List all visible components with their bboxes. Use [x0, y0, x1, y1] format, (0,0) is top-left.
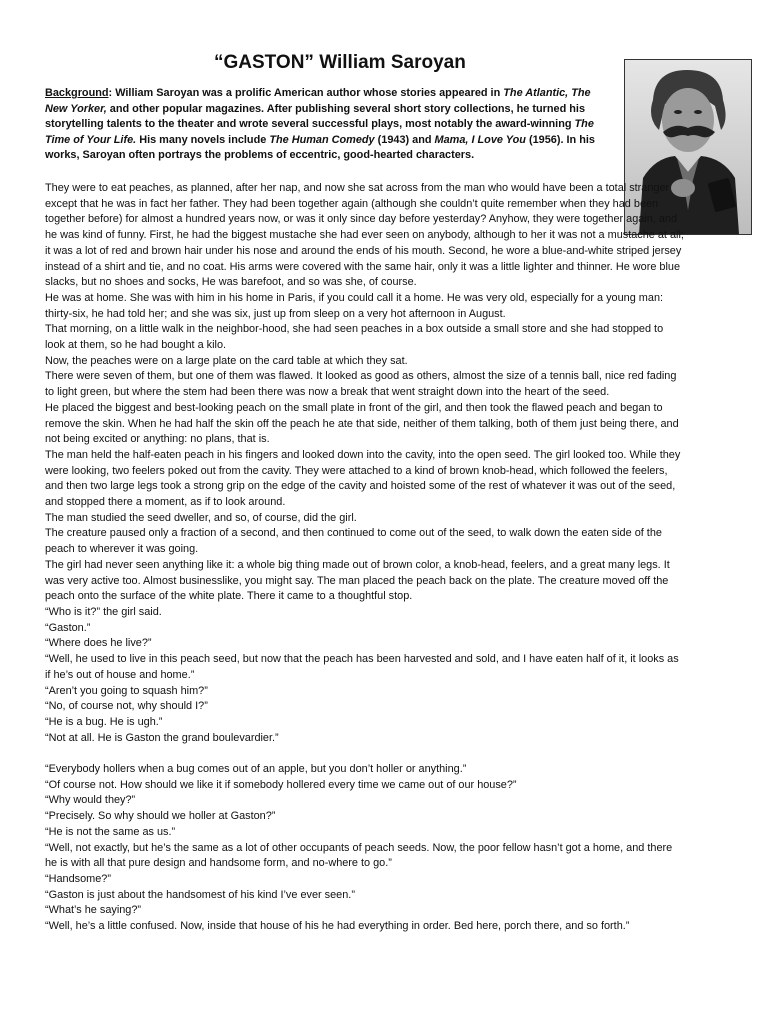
- background-label: Background: [45, 87, 109, 99]
- story-paragraph: That morning, on a little walk in the neighbor-hood, she had seen peaches in a box outside a small store and she had stopped to look at them, so he had bought a kilo.: [45, 323, 664, 352]
- story-paragraph: “Everybody hollers when a bug comes out of an apple, but you don’t holler or anything.”: [45, 763, 467, 775]
- work-title: The Atlantic, The New Yorker,: [45, 87, 591, 115]
- story-paragraph: “Why would they?”: [45, 794, 136, 807]
- background-colon: :: [108, 87, 113, 99]
- story-paragraph: The man studied the seed dweller, and so, of course, did the girl.: [45, 511, 357, 524]
- background-segment: (1956). In his works, Saroyan often portrays the problems of eccentric, good-hearted characters.: [45, 133, 595, 162]
- story-paragraph: “Not at all. He is Gaston the grand boulevardier.”: [45, 731, 279, 744]
- story-paragraph: “Precisely. So why should we holler at Gaston?”: [45, 810, 276, 823]
- story-paragraph: The man held the half-eaten peach in his fingers and looked down into the cavity, into the open seed. The girl looked too. While they were looking, two feelers poked out from the cavity. They were attached to a kind of brown knob-head, which followed the feelers, and then two large legs took a strong grip on the edge of the cavity and hoisted some of the rest of whatever it was out of the seed, and stopped there a moment, as if to look around.: [45, 448, 681, 509]
- story-paragraph: There were seven of them, but one of them was flawed. It looked as good as others, almost the size of a tennis ball, nice red fading to light green, but where the stem had been there was now a break that went straight down into the heart of the seed.: [45, 370, 677, 399]
- story-text: [45, 181, 685, 935]
- story-paragraph: “Well, he’s a little confused. Now, inside that house of his he had everything in order. Bed here, porch there, and so forth.”: [45, 920, 630, 933]
- background-segment: His many novels include: [136, 133, 270, 146]
- story-paragraph: “Who is it?” the girl said.: [45, 605, 162, 618]
- story-paragraph: They were to eat peaches, as planned, after her nap, and now she sat across from the man who would have been a total stranger except that he was in fact her father. They had been together again (although she couldn’t quite remember when they had been together before) for almost a hundred years now, or was it only since day before yesterday? Anyhow, they were together again, and he was kind of funny. First, he had the biggest mustache she had ever seen on anybody, although to her it was not a mustache at all; it was a lot of red and brown hair under his nose and around the ends of his mouth. Second, he wore a blue-and-white striped jersey instead of a shirt and tie, and no coat. His arms were covered with the same hair, only it was a little lighter and thinner. He wore blue slacks, but no shoes and socks, He was barefoot, and so was she, of course.: [45, 182, 684, 289]
- work-title: The Time of Your Life.: [45, 118, 594, 146]
- story-part-1: [45, 181, 685, 746]
- story-paragraph: He placed the biggest and best-looking peach on the small plate in front of the girl, and then took the flawed peach and began to remove the skin. When he had half the skin off the peach he ate that side, neither of them talking, both of them just being there, and not being excited or anything: no plans, that is.: [45, 401, 679, 446]
- story-paragraph: “Well, he used to live in this peach seed, but now that the peach has been harvested and sold, and I have eaten half of it, it looks as if he’s out of house and home.”: [45, 653, 679, 681]
- story-part-2: [45, 762, 685, 935]
- story-paragraph: “Well, not exactly, but he’s the same as a lot of other occupants of peach seeds. Now, the poor fellow hasn’t got a home, and there he is with all that pure design and handsome form, and no-where to go.”: [45, 841, 673, 870]
- story-paragraph: “No, of course not, why should I?”: [45, 700, 208, 713]
- story-paragraph: Now, the peaches were on a large plate on the card table at which they sat.: [45, 354, 408, 367]
- story-paragraph: “Aren’t you going to squash him?”: [45, 684, 208, 697]
- work-title: Mama, I Love You: [434, 133, 526, 146]
- story-paragraph: “Gaston.”: [45, 621, 91, 634]
- story-paragraph: The creature paused only a fraction of a second, and then continued to come out of the seed, to walk down the eaten side of the peach to wherever it was going.: [45, 527, 662, 556]
- work-title: The Human Comedy: [269, 133, 375, 146]
- section-gap: [45, 746, 685, 762]
- story-paragraph: “Handsome?”: [45, 872, 111, 885]
- story-paragraph: “Gaston is just about the handsomest of his kind I’ve ever seen.”: [45, 888, 355, 901]
- story-paragraph: He was at home. She was with him in his home in Paris, if you could call it a home. He was very old, especially for a young man: thirty-six, he had told her; and she was six, just up from sleep on a very hot afternoon in August.: [45, 291, 664, 320]
- background-text: [45, 87, 595, 161]
- story-paragraph: “He is not the same as us.”: [45, 825, 176, 838]
- story-paragraph: The girl had never seen anything like it: a whole big thing made out of brown color, a knob-head, feelers, and a great many legs. It was very active too. Almost businesslike, you might say. The man placed the peach back on the plate. The creature moved off the peach onto the surface of the white plate. There it came to a thoughtful stop.: [45, 558, 670, 603]
- background-paragraph: [45, 86, 610, 164]
- story-paragraph: “Of course not. How should we like it if somebody hollered every time we came out of our house?”: [45, 778, 517, 791]
- background-segment: William Saroyan was a prolific American author whose stories appeared in: [112, 87, 504, 99]
- story-paragraph: “What’s he saying?”: [45, 904, 142, 917]
- story-paragraph: “Where does he live?”: [45, 637, 152, 650]
- story-paragraph: “He is a bug. He is ugh.”: [45, 715, 163, 728]
- page-title: “GASTON” William Saroyan: [214, 52, 466, 73]
- background-segment: (1943) and: [374, 133, 435, 146]
- background-segment: and other popular magazines. After publishing several short story collections, he turned his storytelling talents to the theater and wrote several successful plays, most notably the award-winning: [45, 102, 586, 131]
